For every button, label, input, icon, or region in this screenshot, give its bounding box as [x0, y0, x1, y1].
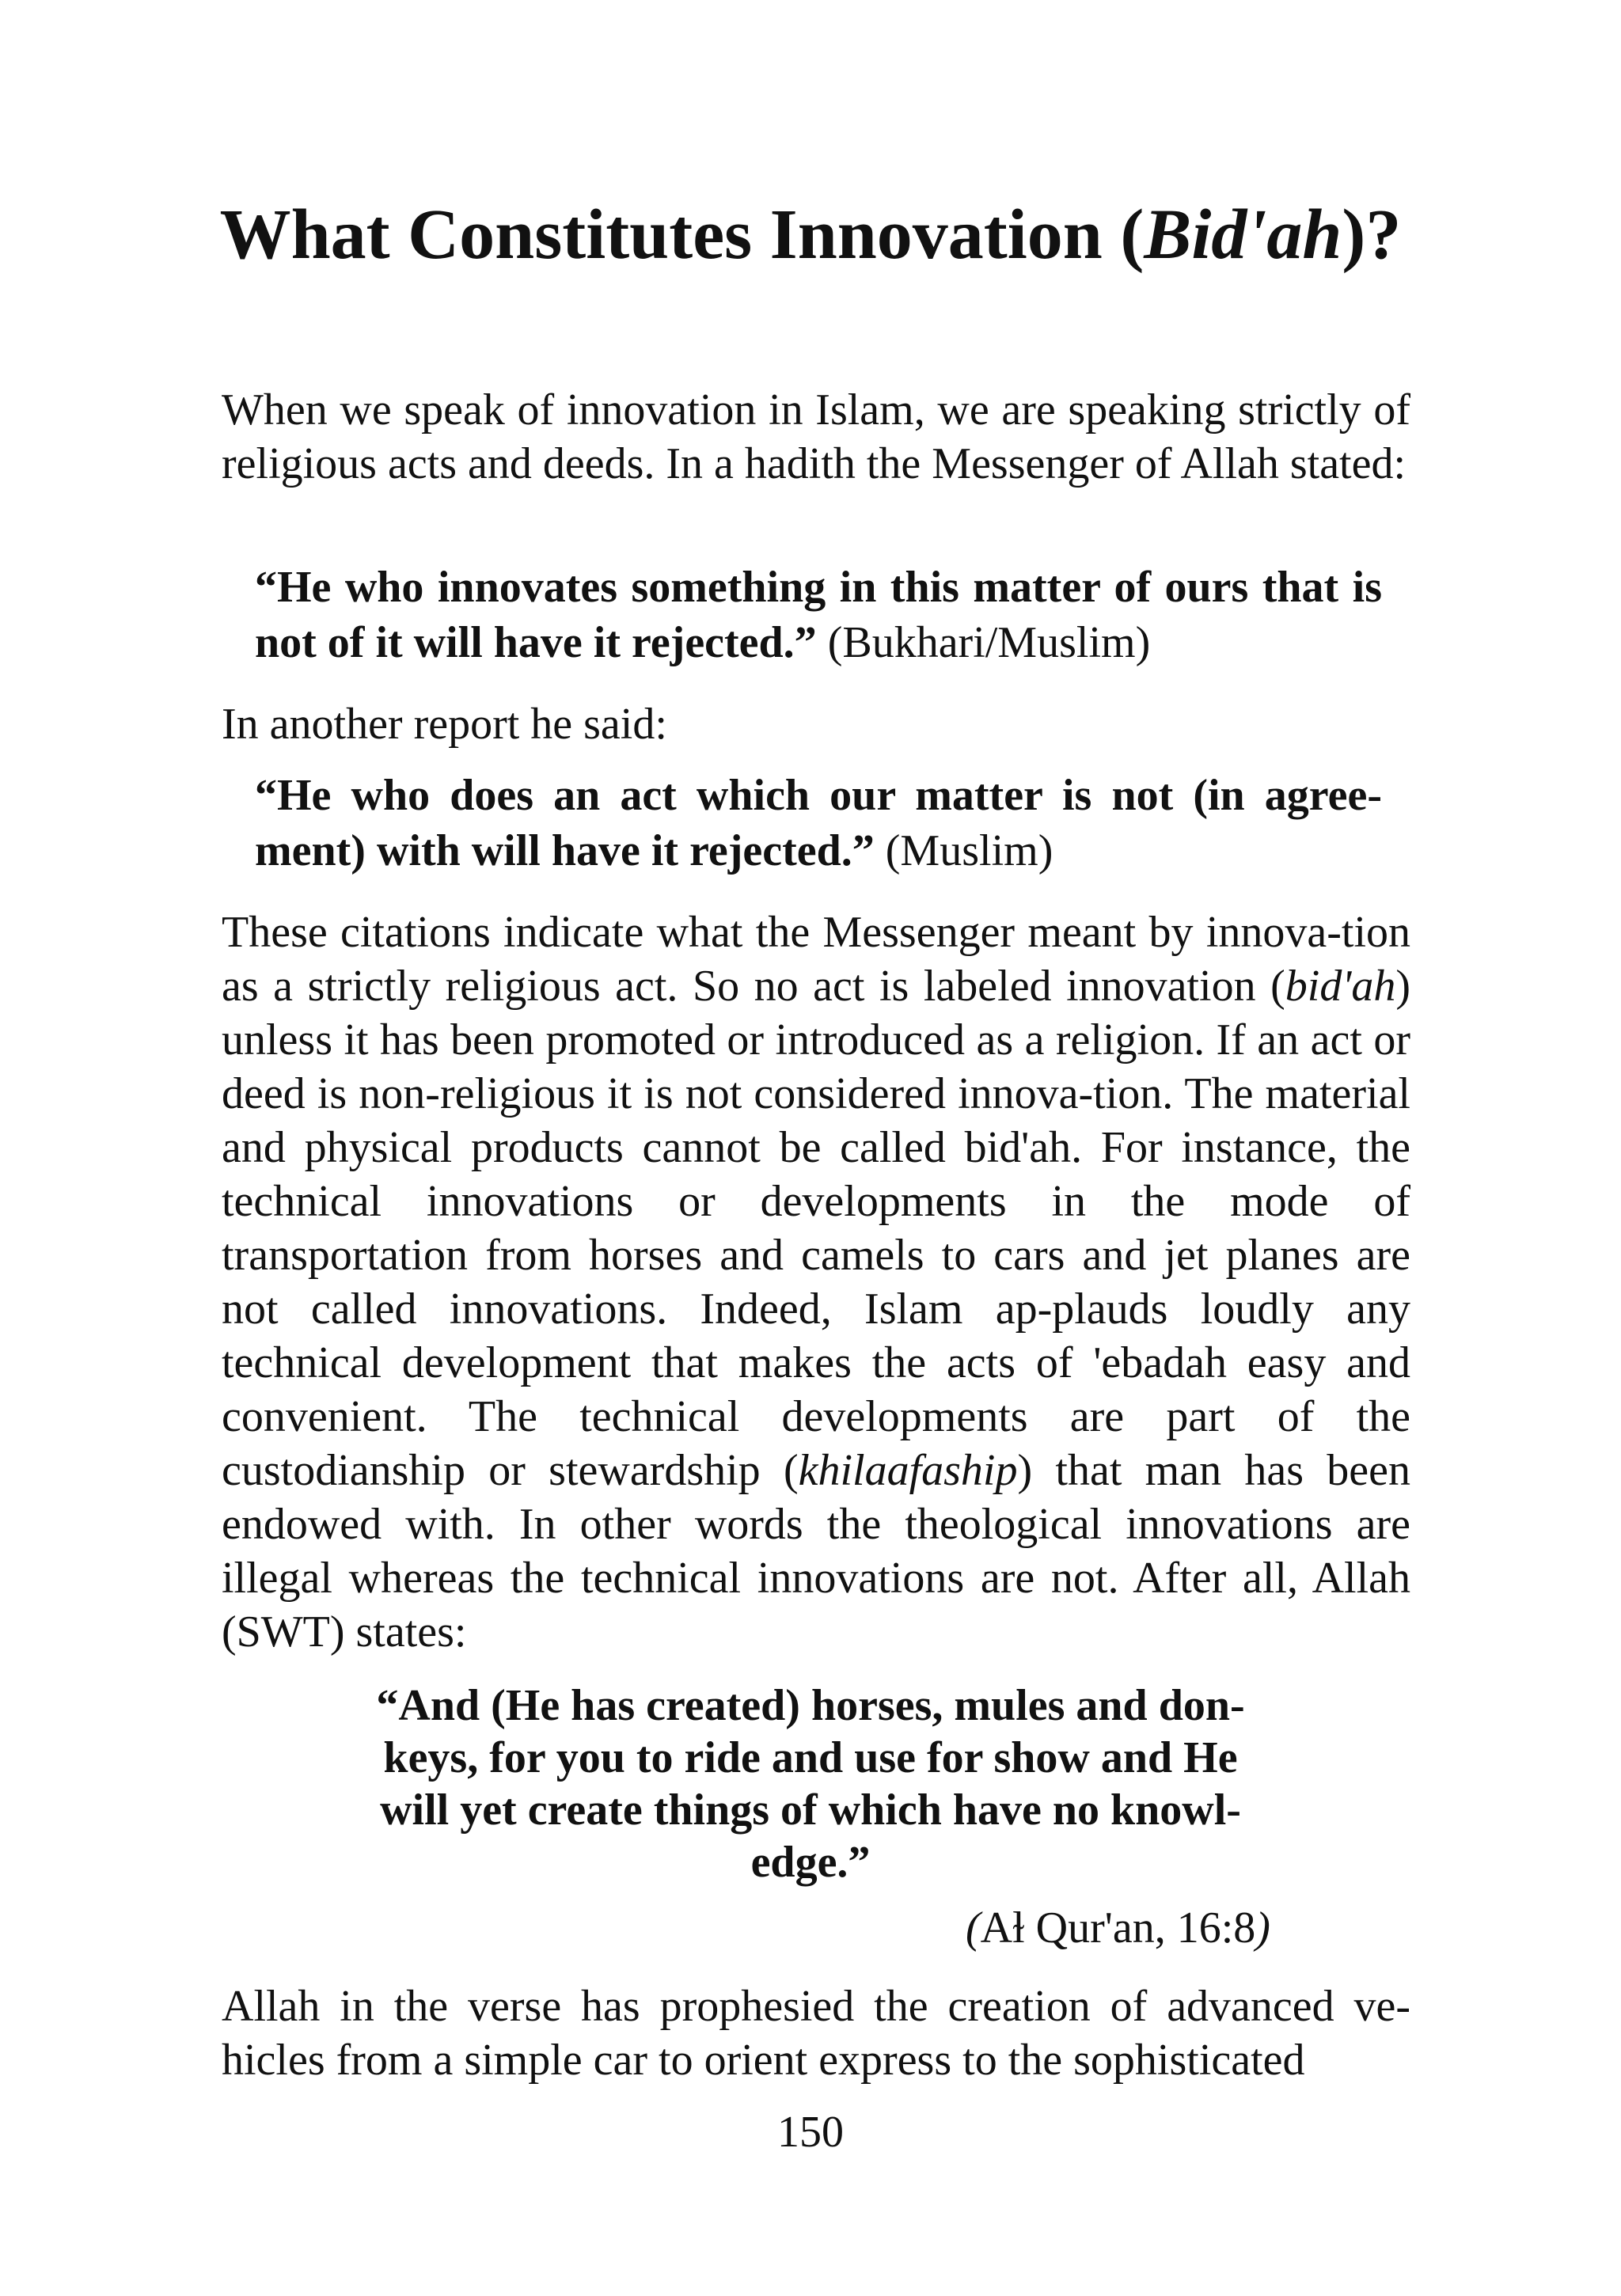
verse-ref-open: (: [966, 1903, 981, 1953]
body-paragraph: [222, 905, 1410, 1659]
hadith-quote-1-text: “He who innovates something in this matter of ours that is not of it will have it rejected.”: [255, 563, 1382, 667]
hadith-quote-2-source: (Muslim): [885, 826, 1053, 875]
body-term-khilaafaship: khilaafaship: [798, 1446, 1018, 1495]
title-term: Bid'ah: [1144, 195, 1342, 274]
verse-ref-text: Aɫ Qur'an, 16:8: [980, 1903, 1256, 1953]
body-part-1: These citations indicate what the Messenger meant by innova-tion as a strictly religious act. So no act is labeled innovation (: [222, 908, 1410, 1011]
hadith-quote-2: [255, 768, 1382, 879]
page-title: [158, 184, 1463, 287]
verse-reference: [966, 1901, 1330, 1955]
hadith-quote-2-text: “He who does an act which our matter is not (in agree-ment) with will have it rejected.”: [255, 771, 1382, 875]
intro-paragraph: When we speak of innovation in Islam, we are speaking strictly of religious acts and deeds. In a hadith the Messenger of Allah stated:: [222, 385, 1410, 488]
title-prefix: What Constitutes Innovation (: [219, 195, 1145, 274]
verse-ref-close: ): [1255, 1903, 1270, 1953]
closing-paragraph: Allah in the verse has prophesied the creation of advanced ve-hicles from a simple car to orient express to the sophisticated: [222, 1982, 1410, 2085]
page-number: 150: [777, 2108, 844, 2157]
another-report-line: In another report he said:: [222, 700, 667, 749]
body-term-bidah: bid'ah: [1285, 962, 1396, 1011]
hadith-quote-1-source: (Bukhari/Muslim): [827, 618, 1151, 667]
hadith-quote-1: [255, 560, 1382, 670]
body-part-3: ) that man has been endowed with. In other words the theological innovations are illegal whereas the technical innovations are not. After all, Allah (SWT) states:: [222, 1446, 1410, 1657]
body-part-2: ) unless it has been promoted or introduced as a religion. If an act or deed is non-religious it is not considered innova-tion. The material and physical products cannot be called bid'ah. For instance, the technical innovations or developments in the mode of transportation from horses and camels to cars and jet planes are not called innovations. Indeed, Islam ap-plauds loudly any technical development that makes the acts of 'ebadah easy and convenient. The technical developments are part of the custodianship or stewardship (: [222, 962, 1410, 1495]
title-suffix: )?: [1342, 195, 1402, 274]
quran-verse: “And (He has created) horses, mules and don-keys, for you to ride and use for show and He will yet create things of which have no knowl-edge.”: [376, 1681, 1245, 1887]
